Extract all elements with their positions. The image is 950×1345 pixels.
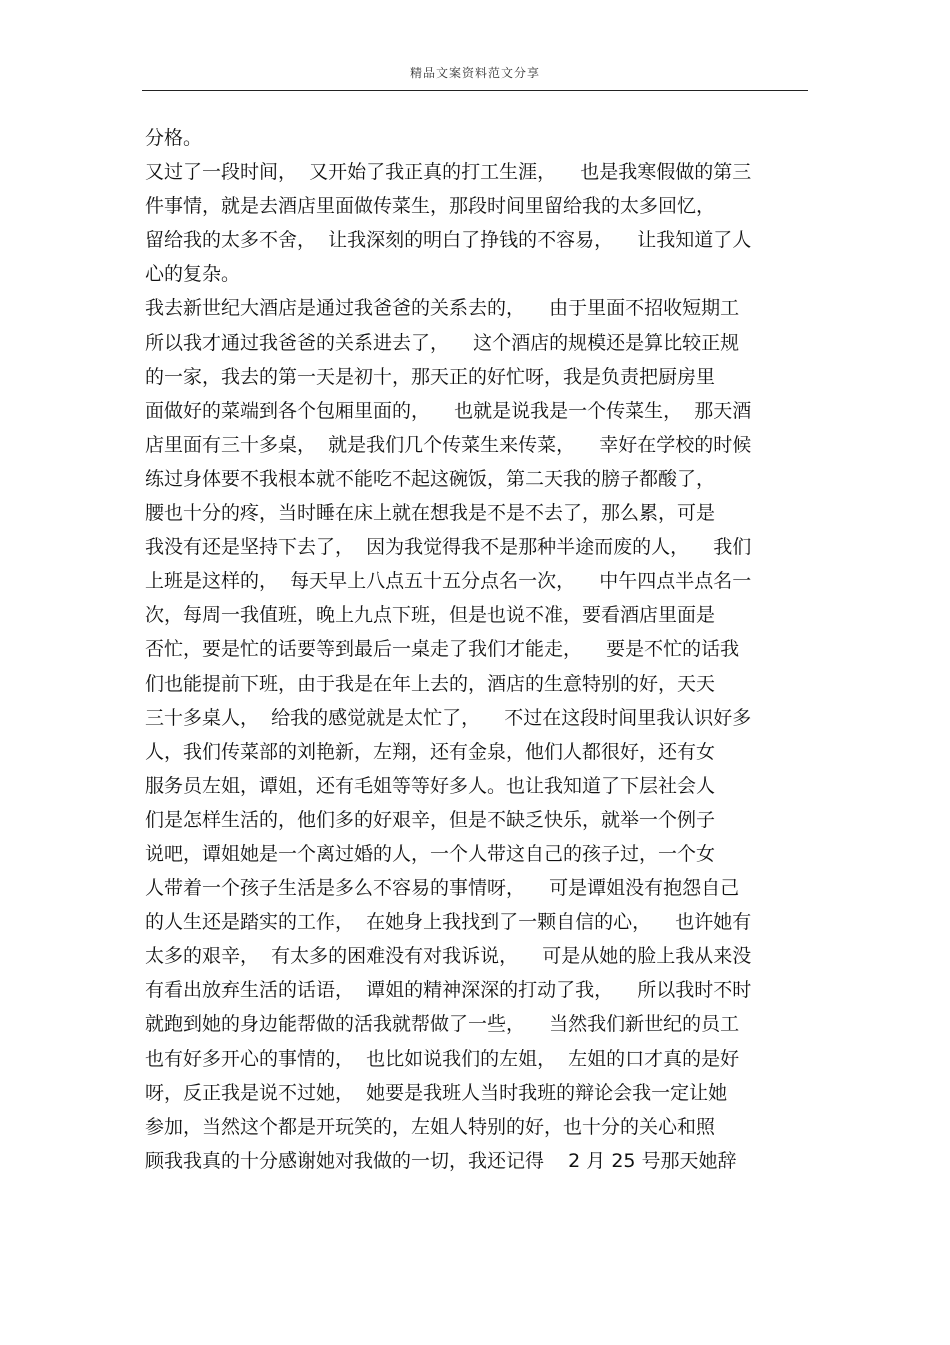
body-text <box>145 121 825 1178</box>
text-line: 们也能提前下班，由于我是在年上去的，酒店的生意特别的好，天天 <box>145 672 716 695</box>
text-line: 分格。 <box>145 127 203 149</box>
text-line: 说吧，谭姐她是一个离过婚的人，一个人带这自己的孩子过，一个女 <box>145 842 716 865</box>
text-line: 否忙，要是忙的话要等到最后一桌走了我们才能走， 要是不忙的话我 <box>145 638 740 661</box>
text-line: 太多的艰辛， 有太多的困难没有对我诉说， 可是从她的脸上我从来没 <box>145 945 752 968</box>
text-line: 上班是这样的， 每天早上八点五十五分点名一次， 中午四点半点名一 <box>145 570 752 593</box>
text-line: 人，我们传菜部的刘艳新，左翔，还有金泉，他们人都很好，还有女 <box>145 740 716 763</box>
text-line: 人带着一个孩子生活是多么不容易的事情呀， 可是谭姐没有抱怨自己 <box>145 877 740 900</box>
text-line: 件事情，就是去酒店里面做传菜生，那段时间里留给我的太多回忆， <box>145 195 716 218</box>
text-line: 三十多桌人， 给我的感觉就是太忙了， 不过在这段时间里我认识好多 <box>145 706 752 729</box>
header-divider <box>142 90 808 91</box>
text-line: 留给我的太多不舍， 让我深刻的明白了挣钱的不容易， 让我知道了人 <box>145 229 752 252</box>
text-line: 练过身体要不我根本就不能吃不起这碗饭，第二天我的膀子都酸了， <box>145 467 716 490</box>
text-line: 的一家，我去的第一天是初十，那天正的好忙呀，我是负责把厨房里 <box>145 365 716 388</box>
text-line: 的人生还是踏实的工作， 在她身上我找到了一颗自信的心， 也许她有 <box>145 911 752 934</box>
text-line: 有看出放弃生活的话语， 谭姐的精神深深的打动了我， 所以我时不时 <box>145 979 752 1002</box>
text-line: 参加，当然这个都是开玩笑的，左姐人特别的好，也十分的关心和照 <box>145 1115 716 1138</box>
text-line: 也有好多开心的事情的， 也比如说我们的左姐， 左姐的口才真的是好 <box>145 1047 740 1070</box>
text-line: 们是怎样生活的，他们多的好艰辛，但是不缺乏快乐，就举一个例子 <box>145 808 716 831</box>
text-line: 店里面有三十多桌， 就是我们几个传菜生来传菜， 幸好在学校的时候 <box>145 433 752 456</box>
text-line: 又过了一段时间， 又开始了我正真的打工生涯， 也是我寒假做的第三 <box>145 161 752 184</box>
text-line: 我去新世纪大酒店是通过我爸爸的关系去的， 由于里面不招收短期工 <box>145 297 740 320</box>
page-header: 精品文案资料范文分享 <box>409 66 540 80</box>
text-line: 所以我才通过我爸爸的关系进去了， 这个酒店的规模还是算比较正规 <box>145 331 740 354</box>
text-line: 顾我我真的十分感谢她对我做的一切，我还记得 2 月 25 号那天她辞 <box>145 1149 737 1172</box>
text-line: 面做好的菜端到各个包厢里面的， 也就是说我是一个传菜生， 那天酒 <box>145 399 752 422</box>
text-line: 服务员左姐，谭姐，还有毛姐等等好多人。也让我知道了下层社会人 <box>145 774 716 797</box>
text-line: 心的复杂。 <box>145 263 241 286</box>
text-line: 次，每周一我值班，晚上九点下班，但是也说不准，要看酒店里面是 <box>145 604 716 627</box>
text-line: 我没有还是坚持下去了， 因为我觉得我不是那种半途而废的人， 我们 <box>145 536 752 559</box>
text-line: 呀，反正我是说不过她， 她要是我班人当时我班的辩论会我一定让她 <box>145 1081 728 1104</box>
text-line: 就跑到她的身边能帮做的活我就帮做了一些， 当然我们新世纪的员工 <box>145 1013 740 1036</box>
text-line: 腰也十分的疼，当时睡在床上就在想我是不是不去了，那么累，可是 <box>145 502 716 525</box>
